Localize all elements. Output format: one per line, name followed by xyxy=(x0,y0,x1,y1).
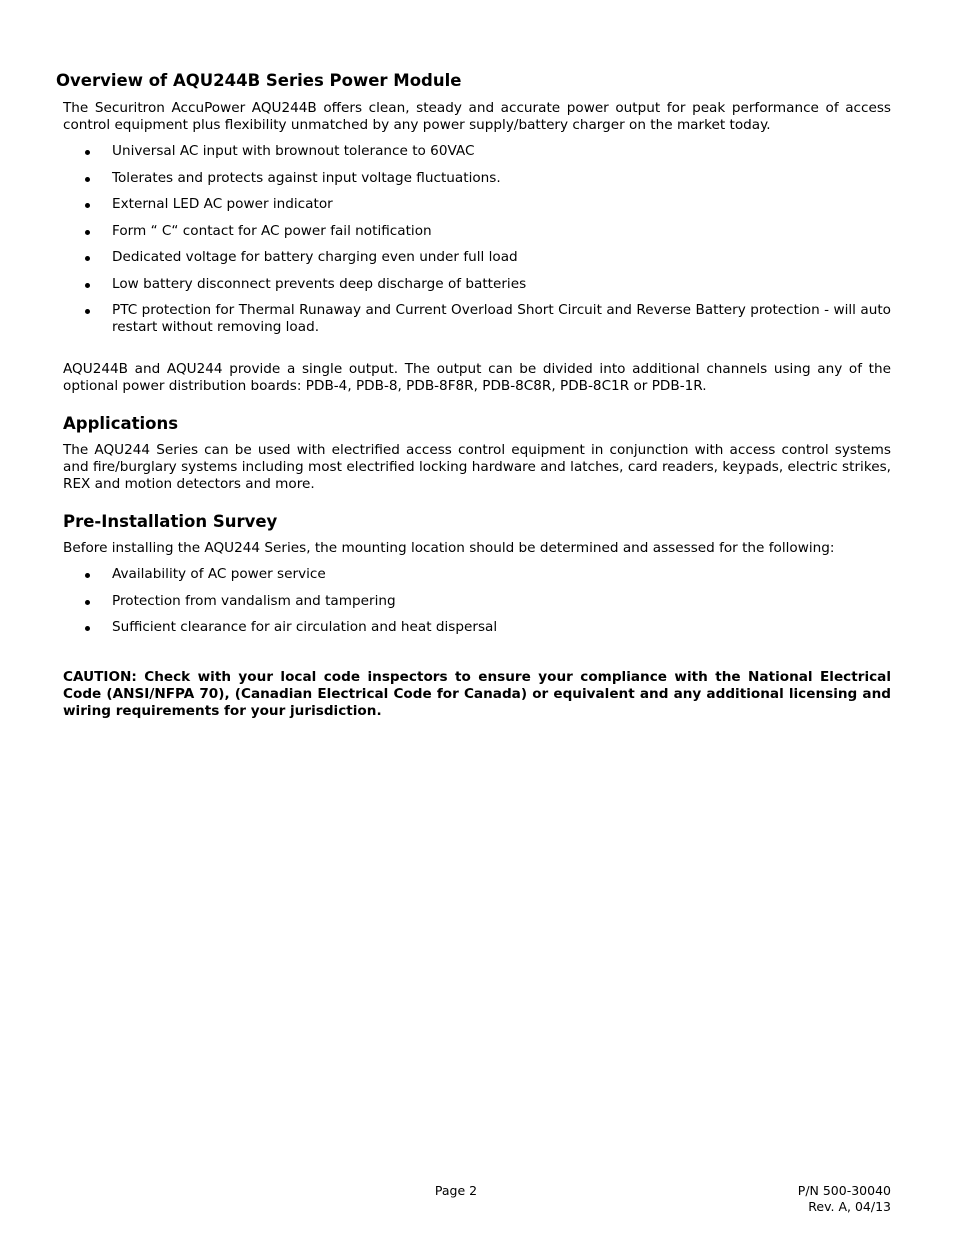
survey-item-text: Protection from vandalism and tampering xyxy=(112,592,396,609)
list-item xyxy=(63,619,891,636)
bullet-icon xyxy=(85,309,90,314)
feature-text: Tolerates and protects against input voltage fluctuations. xyxy=(112,169,501,186)
outputs-paragraph: AQU244B and AQU244 provide a single output. The output can be divided into additional channels using any of the optional power distribution boards: PDB-4, PDB-8, PDB-8F8R, PDB-8C8R, PDB-8C1R or PDB-1R. xyxy=(63,361,891,394)
applications-heading: Applications xyxy=(63,414,179,433)
list-item xyxy=(63,566,891,583)
feature-text: Dedicated voltage for battery charging even under full load xyxy=(112,249,518,265)
feature-text: External LED AC power indicator xyxy=(112,196,333,212)
feature-text: Universal AC input with brownout tolerance to 60VAC xyxy=(112,143,475,159)
bullet-icon xyxy=(85,256,90,261)
caution-notice: CAUTION: Check with your local code inspectors to ensure your compliance with the National Electrical Code (ANSI/NFPA 70), (Canadian Electrical Code for Canada) or equivalent and any additional licensing and wiring requirements for your jurisdiction. xyxy=(63,669,891,719)
bullet-icon xyxy=(85,203,90,208)
bullet-icon xyxy=(85,283,90,288)
overview-intro: The Securitron AccuPower AQU244B offers clean, steady and accurate power output for peak performance of access control equipment plus flexibility unmatched by any power supply/battery charger on the market today. xyxy=(63,100,891,133)
page-number: Page 2 xyxy=(434,1183,478,1198)
survey-item-text: Availability of AC power service xyxy=(112,566,326,582)
feature-list xyxy=(63,143,891,336)
bullet-icon xyxy=(85,626,90,631)
feature-text: Low battery disconnect prevents deep discharge of batteries xyxy=(112,275,527,292)
footer-document-info xyxy=(798,1183,891,1215)
survey-heading: Pre-Installation Survey xyxy=(63,512,278,531)
list-item xyxy=(63,196,891,213)
applications-text: The AQU244 Series can be used with electrified access control equipment in conjunction with access control systems and fire/burglary systems including most electrified locking hardware and latches, card readers, keypads, electric strikes, REX and motion detectors and more. xyxy=(63,442,891,492)
bullet-icon xyxy=(85,600,90,605)
list-item xyxy=(63,170,891,187)
survey-item-text: Sufficient clearance for air circulation and heat dispersal xyxy=(112,619,498,635)
page-content xyxy=(56,70,891,720)
bullet-icon xyxy=(85,573,90,578)
list-item xyxy=(63,302,891,336)
list-item xyxy=(63,276,891,293)
bullet-icon xyxy=(85,150,90,155)
survey-list xyxy=(63,566,891,636)
survey-intro: Before installing the AQU244 Series, the mounting location should be determined and assessed for the following: xyxy=(63,540,835,556)
part-number: P/N 500-30040 xyxy=(797,1183,891,1198)
revision: Rev. A, 04/13 xyxy=(808,1199,891,1214)
bullet-icon xyxy=(85,230,90,235)
feature-text: Form “ C“ contact for AC power fail notification xyxy=(112,222,432,239)
list-item xyxy=(63,593,891,610)
list-item xyxy=(63,143,891,160)
bullet-icon xyxy=(85,177,90,182)
overview-title: Overview of AQU244B Series Power Module xyxy=(56,71,462,90)
list-item xyxy=(63,223,891,240)
list-item xyxy=(63,249,891,266)
feature-text: PTC protection for Thermal Runaway and Current Overload Short Circuit and Reverse Battery protection - will auto restart without removing load. xyxy=(112,302,891,335)
